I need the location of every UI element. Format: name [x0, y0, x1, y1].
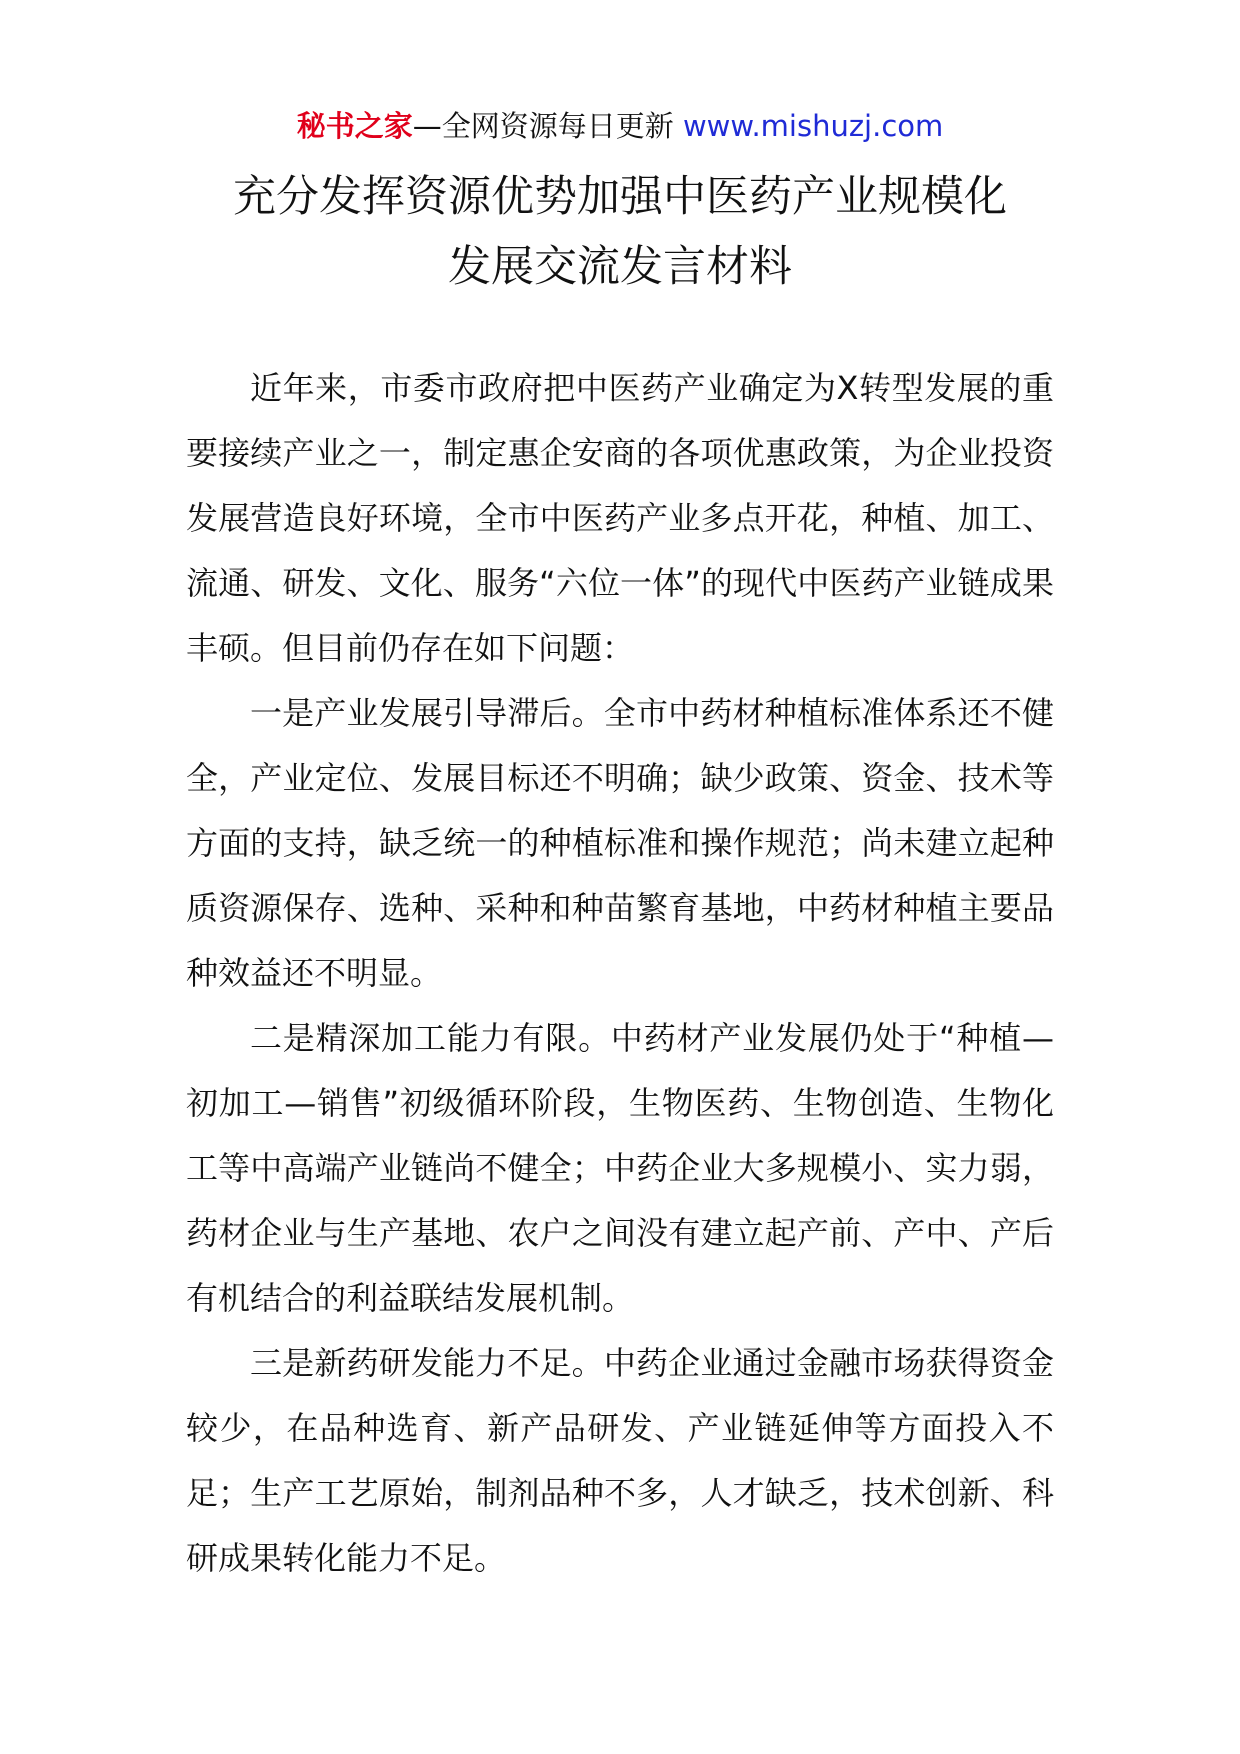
paragraph-intro: 近年来，市委市政府把中医药产业确定为X转型发展的重要接续产业之一，制定惠企安商的各项优惠政策，为企业投资发展营造良好环境，全市中医药产业多点开花，种植、加工、流通、研发、文化、服务“六位一体”的现代中医药产业链成果丰硕。但目前仍存在如下问题： — [186, 369, 1054, 667]
banner-brand: 秘书之家 — [296, 109, 413, 143]
title-line-2: 发展交流发言材料 — [448, 242, 792, 292]
title-line-1: 充分发挥资源优势加强中医药产业规模化 — [233, 172, 1007, 222]
banner-url-link[interactable]: www.mishuzj.com — [682, 109, 944, 143]
paragraph-issue-3: 三是新药研发能力不足。中药企业通过金融市场获得资金较少，在品种选育、新产品研发、产业链延伸等方面投入不足；生产工艺原始，制剂品种不多，人才缺乏，技术创新、科研成果转化能力不足。 — [186, 1344, 1054, 1577]
site-banner — [0, 104, 1240, 148]
document-body — [186, 356, 1054, 1591]
paragraph-issue-1: 一是产业发展引导滞后。全市中药材种植标准体系还不健全，产业定位、发展目标还不明确；缺少政策、资金、技术等方面的支持，缺乏统一的种植标准和操作规范；尚未建立起种质资源保存、选种、采种和种苗繁育基地，中药材种植主要品种效益还不明显。 — [186, 694, 1054, 992]
paragraph-issue-2: 二是精深加工能力有限。中药材产业发展仍处于“种植—初加工—销售”初级循环阶段，生物医药、生物创造、生物化工等中高端产业链尚不健全；中药企业大多规模小、实力弱，药材企业与生产基地、农户之间没有建立起产前、产中、产后有机结合的利益联结发展机制。 — [186, 1019, 1054, 1317]
document-title — [0, 162, 1240, 302]
banner-tagline: —全网资源每日更新 — [412, 109, 674, 143]
